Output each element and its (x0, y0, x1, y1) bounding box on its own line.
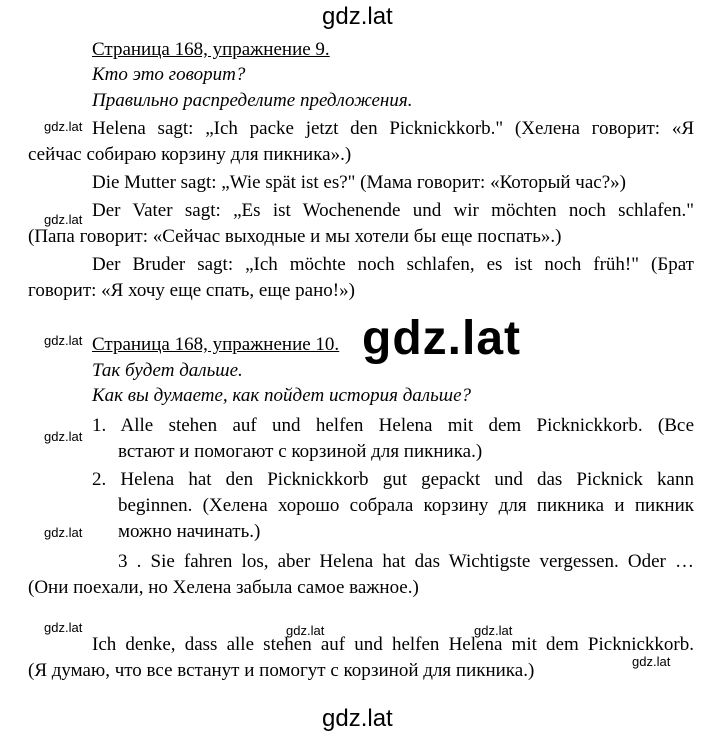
ex9-paragraph-bruder-line-1: Der Bruder sagt: „Ich möchte noch schlafen, es ist noch früh!" (Брат (92, 254, 694, 275)
ex10-item-1-line-1: 1. Alle stehen auf und helfen Helena mit dem Picknickkorb. (Все (92, 415, 694, 436)
watermark-small: gdz.lat (44, 333, 83, 348)
ex9-paragraph-bruder-line-2: говорит: «Я хочу еще спать, еще рано!») (28, 280, 355, 301)
answer-line-1: Ich denke, dass alle stehen auf und helfen Helena mit dem Picknickkorb. (92, 634, 694, 655)
watermark-big: gdz.lat (362, 312, 521, 365)
ex9-paragraph-helena-line-2: сейчас собираю корзину для пикника».) (28, 144, 352, 165)
watermark-small: gdz.lat (286, 623, 325, 638)
exercise-10-subtitle-1: Так будет дальше. (92, 360, 243, 381)
ex10-item-2-line-2: beginnen. (Хелена хорошо собрала корзину для пикника и пикник (118, 495, 694, 516)
ex9-paragraph-vater-line-1: Der Vater sagt: „Es ist Wochenende und wir möchten noch schlafen." (92, 200, 694, 221)
exercise-9-subtitle-1: Кто это говорит? (92, 64, 246, 85)
ex10-item-3-line-2: (Они поехали, но Хелена забыла самое важное.) (28, 577, 419, 598)
ex10-item-2-line-1: 2. Helena hat den Picknickkorb gut gepackt und das Picknick kann (92, 469, 694, 490)
ex10-item-3-line-1: 3 . Sie fahren los, aber Helena hat das Wichtigste vergessen. Oder … (118, 551, 694, 572)
ex10-item-1-line-2: встают и помогают с корзиной для пикника.) (118, 441, 483, 462)
ex10-item-2-line-3: можно начинать.) (118, 521, 261, 542)
exercise-10-title: Страница 168, упражнение 10. (92, 334, 340, 355)
ex9-paragraph-helena-line-1: Helena sagt: „Ich packe jetzt den Picknickkorb." (Хелена говорит: «Я (92, 118, 694, 139)
ex9-paragraph-vater-line-2: (Папа говорит: «Сейчас выходные и мы хотели бы еще поспать».) (28, 226, 562, 247)
ex9-paragraph-mutter: Die Mutter sagt: „Wie spät ist es?" (Мама говорит: «Который час?») (92, 172, 626, 193)
watermark-small: gdz.lat (44, 620, 83, 635)
watermark-footer: gdz.lat (322, 705, 393, 732)
watermark-small: gdz.lat (632, 654, 671, 669)
exercise-9-subtitle-2: Правильно распределите предложения. (92, 90, 413, 111)
answer-line-2: (Я думаю, что все встанут и помогут с корзиной для пикника.) (28, 660, 535, 681)
watermark-small: gdz.lat (44, 429, 83, 444)
watermark-header: gdz.lat (322, 3, 393, 30)
exercise-9-title: Страница 168, упражнение 9. (92, 39, 330, 60)
watermark-small: gdz.lat (44, 525, 83, 540)
exercise-10-subtitle-2: Как вы думаете, как пойдет история дальше? (92, 385, 472, 406)
watermark-small: gdz.lat (44, 119, 83, 134)
watermark-small: gdz.lat (474, 623, 513, 638)
watermark-small: gdz.lat (44, 212, 83, 227)
